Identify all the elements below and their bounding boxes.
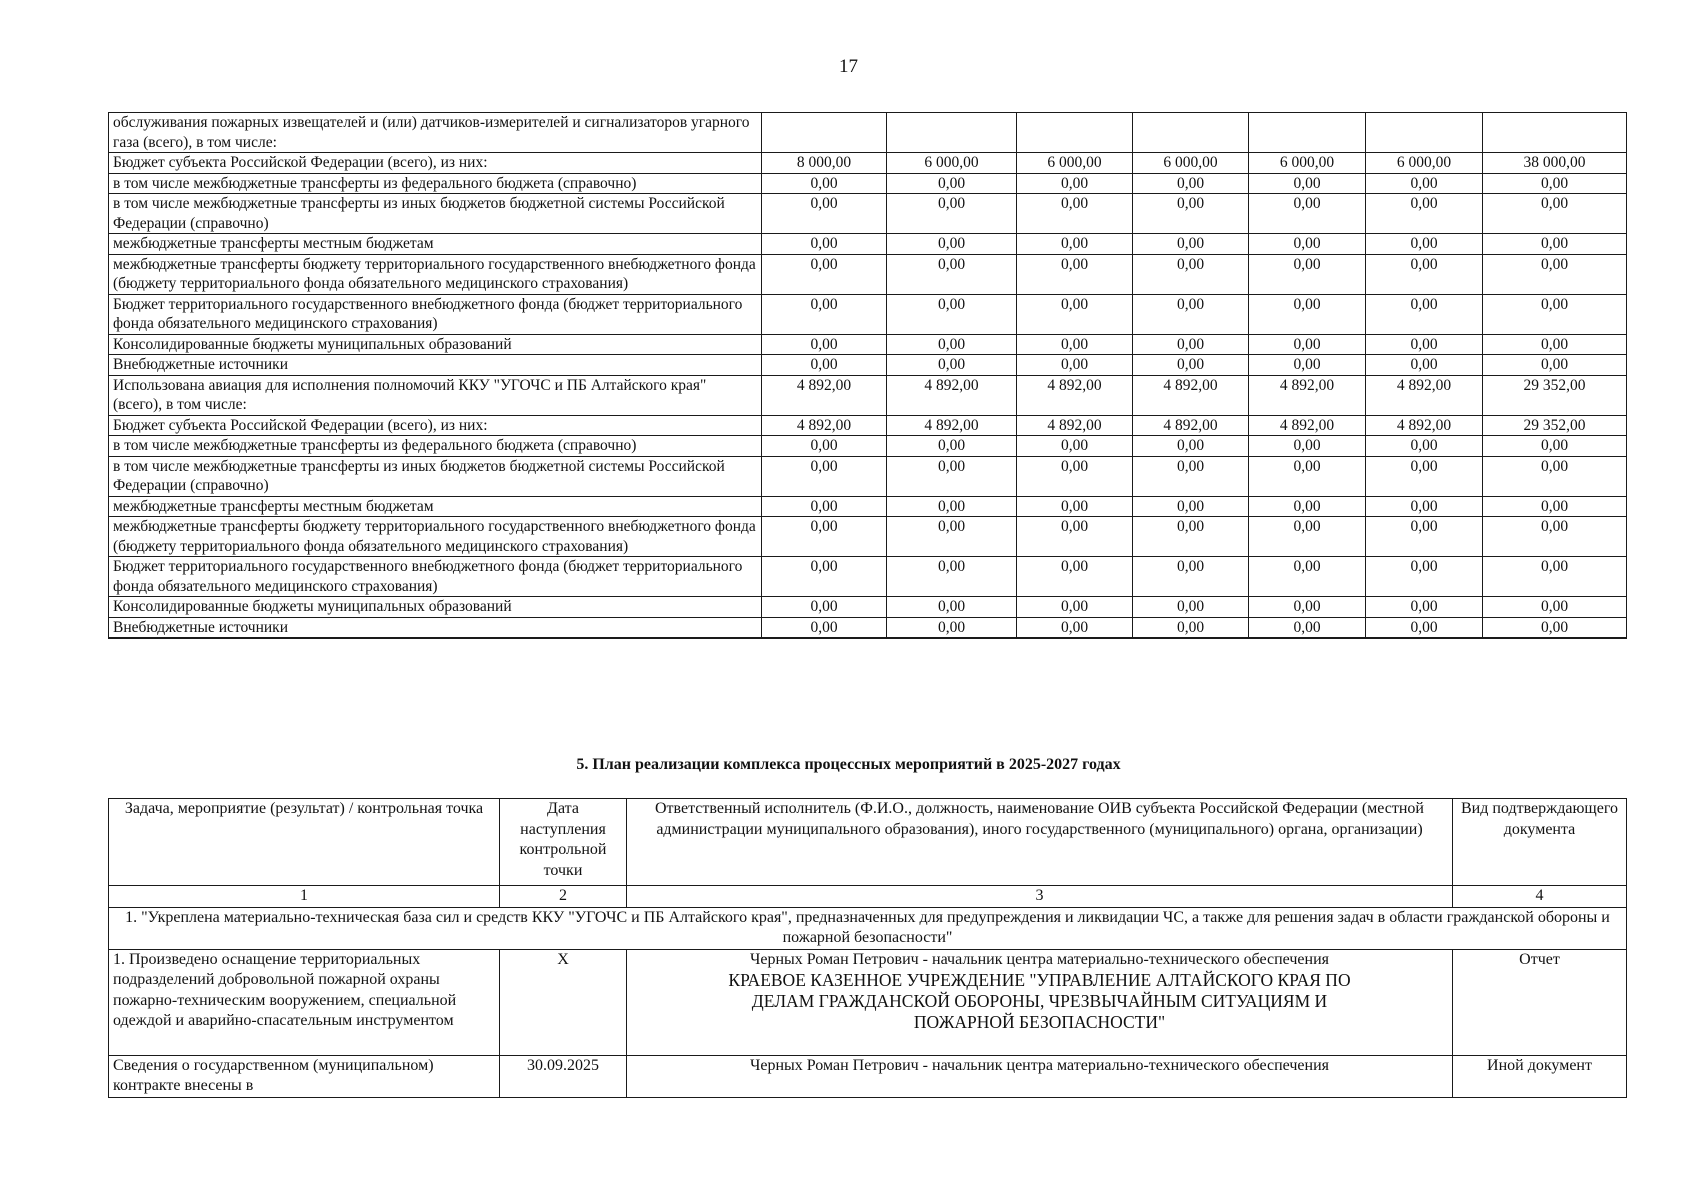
finance-value: 0,00 [1366,557,1483,597]
finance-value: 0,00 [1366,254,1483,294]
task-title: 1. "Укреплена материально-техническая база сил и средств ККУ "УГОЧС и ПБ Алтайского края", предназначенных для предупреждения и ликвидации ЧС, а также для решения задач в области гражданской обороны и пожарной безопасности" [109,907,1627,949]
page-number: 17 [839,56,858,77]
finance-value: 0,00 [887,557,1017,597]
finance-value: 6 000,00 [1249,153,1366,174]
finance-row-label: Бюджет субъекта Российской Федерации (всего), из них: [109,415,762,436]
finance-row-label: межбюджетные трансферты бюджету территориального государственного внебюджетного фонда (бюджету территориального фонда обязательного медицинского страхования) [109,254,762,294]
finance-value: 0,00 [1366,173,1483,194]
finance-value: 0,00 [1249,456,1366,496]
finance-value: 0,00 [1483,234,1627,255]
section-title: 5. План реализации комплекса процессных мероприятий в 2025-2027 годах [576,756,1121,773]
finance-value: 0,00 [762,294,887,334]
finance-row [109,254,1627,294]
task-title-row [109,907,1627,949]
finance-row-label: межбюджетные трансферты местным бюджетам [109,234,762,255]
finance-value: 4 892,00 [1249,415,1366,436]
finance-row [109,153,1627,174]
finance-value: 0,00 [1483,173,1627,194]
plan-executor: Черных Роман Петрович - начальник центра материально-технического обеспечения [749,950,1329,968]
finance-value [762,113,887,153]
finance-value: 0,00 [1483,617,1627,638]
column-number: 2 [500,886,627,908]
finance-value: 0,00 [887,617,1017,638]
finance-value: 0,00 [1017,496,1133,517]
finance-value: 0,00 [1017,617,1133,638]
header-date: Дата наступления контрольной точки [500,799,627,886]
finance-value: 0,00 [762,234,887,255]
finance-value [1249,113,1366,153]
finance-row [109,375,1627,415]
finance-row-label: Использована авиация для исполнения полномочий ККУ "УГОЧС и ПБ Алтайского края" (всего), в том числе: [109,375,762,415]
finance-row [109,113,1627,153]
finance-value: 0,00 [1017,294,1133,334]
finance-value: 6 000,00 [1017,153,1133,174]
finance-value: 4 892,00 [1366,375,1483,415]
plan-document: Иной документ [1453,1055,1627,1097]
finance-value: 0,00 [1249,173,1366,194]
finance-value: 0,00 [1483,254,1627,294]
plan-task: 1. Произведено оснащение территориальных подразделений добровольной пожарной охраны пожарно-техническим вооружением, специальной одеждой и аварийно-спасательным инструментом [109,949,500,1055]
finance-value: 0,00 [1249,234,1366,255]
finance-row-label: Внебюджетные источники [109,355,762,376]
finance-value: 0,00 [762,194,887,234]
finance-value: 0,00 [1133,194,1249,234]
plan-executor: Черных Роман Петрович - начальник центра материально-технического обеспечения [749,1056,1329,1074]
finance-value: 0,00 [887,173,1017,194]
finance-value: 0,00 [1366,355,1483,376]
finance-value: 38 000,00 [1483,153,1627,174]
finance-value: 0,00 [1366,436,1483,457]
finance-row [109,617,1627,638]
finance-row [109,456,1627,496]
column-number: 4 [1453,886,1627,908]
finance-value: 4 892,00 [887,375,1017,415]
plan-row [109,949,1627,1055]
finance-value: 0,00 [1017,557,1133,597]
finance-value: 0,00 [1017,436,1133,457]
finance-value: 4 892,00 [1249,375,1366,415]
finance-value [1133,113,1249,153]
finance-value: 0,00 [1017,597,1133,618]
finance-value: 0,00 [1483,557,1627,597]
finance-value: 0,00 [1366,617,1483,638]
column-numbers-row [109,886,1627,908]
plan-executor-cell [627,949,1453,1055]
finance-value: 0,00 [1483,194,1627,234]
finance-value: 0,00 [1483,436,1627,457]
finance-value: 0,00 [762,517,887,557]
finance-value: 0,00 [1366,334,1483,355]
finance-row-label: Внебюджетные источники [109,617,762,638]
finance-value: 0,00 [1017,355,1133,376]
finance-value: 0,00 [1017,456,1133,496]
finance-value: 0,00 [1483,355,1627,376]
finance-value: 0,00 [1483,456,1627,496]
finance-value: 0,00 [1017,234,1133,255]
finance-value: 0,00 [762,597,887,618]
finance-value: 0,00 [1366,597,1483,618]
finance-row-label: межбюджетные трансферты местным бюджетам [109,496,762,517]
finance-row-label: в том числе межбюджетные трансферты из федерального бюджета (справочно) [109,436,762,457]
finance-value: 0,00 [762,456,887,496]
finance-value: 6 000,00 [1133,153,1249,174]
finance-value: 0,00 [1133,334,1249,355]
finance-value: 0,00 [1133,436,1249,457]
finance-value: 4 892,00 [1133,375,1249,415]
finance-value: 0,00 [1133,234,1249,255]
finance-value: 0,00 [1249,597,1366,618]
finance-row-label: обслуживания пожарных извещателей и (или) датчиков-измерителей и сигнализаторов угарного газа (всего), в том числе: [109,113,762,153]
finance-value: 0,00 [887,517,1017,557]
finance-value: 0,00 [1017,517,1133,557]
finance-value: 0,00 [762,557,887,597]
finance-value: 0,00 [1249,436,1366,457]
header-document: Вид подтверждающего документа [1453,799,1627,886]
finance-value: 0,00 [1133,456,1249,496]
finance-value: 0,00 [1017,334,1133,355]
plan-date: X [500,949,627,1055]
finance-value: 0,00 [1133,517,1249,557]
finance-value: 6 000,00 [887,153,1017,174]
finance-value: 0,00 [1133,557,1249,597]
finance-value: 0,00 [887,355,1017,376]
finance-value: 0,00 [762,254,887,294]
finance-value: 0,00 [1249,557,1366,597]
plan-organization: КРАЕВОЕ КАЗЕННОЕ УЧРЕЖДЕНИЕ "УПРАВЛЕНИЕ АЛТАЙСКОГО КРАЯ ПО ДЕЛАМ ГРАЖДАНСКОЙ ОБОРОНЫ, ЧРЕЗВЫЧАЙНЫМ СИТУАЦИЯМ И ПОЖАРНОЙ БЕЗОПАСНОСТИ" [728,970,1351,1032]
finance-value: 0,00 [1249,517,1366,557]
finance-value: 0,00 [1483,597,1627,618]
plan-table [108,798,1627,1098]
finance-value: 0,00 [887,194,1017,234]
finance-table [108,112,1627,639]
finance-value: 4 892,00 [887,415,1017,436]
finance-value: 0,00 [1133,173,1249,194]
finance-row [109,496,1627,517]
finance-row-label: Консолидированные бюджеты муниципальных образований [109,334,762,355]
finance-value: 0,00 [887,254,1017,294]
plan-document: Отчет [1453,949,1627,1055]
finance-row-label: в том числе межбюджетные трансферты из иных бюджетов бюджетной системы Российской Федерации (справочно) [109,456,762,496]
finance-value: 0,00 [1249,194,1366,234]
finance-row [109,597,1627,618]
finance-row [109,415,1627,436]
column-number: 3 [627,886,1453,908]
finance-value: 0,00 [1366,517,1483,557]
finance-value: 0,00 [1133,355,1249,376]
finance-row [109,194,1627,234]
finance-value: 0,00 [887,334,1017,355]
finance-row-label: межбюджетные трансферты бюджету территориального государственного внебюджетного фонда (бюджету территориального фонда обязательного медицинского страхования) [109,517,762,557]
finance-value: 0,00 [1249,496,1366,517]
finance-value: 0,00 [762,436,887,457]
finance-value: 0,00 [1249,355,1366,376]
finance-value: 0,00 [887,294,1017,334]
finance-row-label: Консолидированные бюджеты муниципальных образований [109,597,762,618]
finance-value: 0,00 [887,496,1017,517]
finance-value [887,113,1017,153]
finance-value: 0,00 [762,173,887,194]
finance-value: 0,00 [1483,294,1627,334]
finance-value: 0,00 [1483,496,1627,517]
column-number: 1 [109,886,500,908]
plan-header-row [109,799,1627,886]
finance-value: 0,00 [1366,294,1483,334]
finance-value: 4 892,00 [1017,375,1133,415]
finance-row [109,334,1627,355]
finance-value: 0,00 [1017,173,1133,194]
finance-value: 0,00 [1366,234,1483,255]
finance-value: 0,00 [887,234,1017,255]
plan-date: 30.09.2025 [500,1055,627,1097]
finance-value: 0,00 [762,617,887,638]
finance-row-label: Бюджет субъекта Российской Федерации (всего), из них: [109,153,762,174]
finance-row-label: Бюджет территориального государственного внебюджетного фонда (бюджет территориального фонда обязательного медицинского страхования) [109,294,762,334]
finance-row [109,173,1627,194]
finance-row [109,517,1627,557]
finance-value: 0,00 [1483,334,1627,355]
finance-value: 0,00 [762,355,887,376]
finance-value: 4 892,00 [762,415,887,436]
plan-row [109,1055,1627,1097]
plan-executor-cell [627,1055,1453,1097]
finance-value: 0,00 [887,597,1017,618]
header-task: Задача, мероприятие (результат) / контрольная точка [109,799,500,886]
finance-value: 0,00 [1133,294,1249,334]
finance-value: 29 352,00 [1483,415,1627,436]
finance-value: 4 892,00 [1366,415,1483,436]
finance-value: 4 892,00 [1017,415,1133,436]
finance-value: 0,00 [1017,194,1133,234]
finance-value: 0,00 [762,496,887,517]
finance-value: 0,00 [1483,517,1627,557]
finance-value: 6 000,00 [1366,153,1483,174]
finance-value: 0,00 [1133,496,1249,517]
finance-row [109,355,1627,376]
finance-value [1366,113,1483,153]
plan-task: Сведения о государственном (муниципальном) контракте внесены в [109,1055,500,1097]
finance-value: 0,00 [1249,617,1366,638]
finance-row [109,294,1627,334]
finance-value: 0,00 [1249,294,1366,334]
finance-row-label: Бюджет территориального государственного внебюджетного фонда (бюджет территориального фонда обязательного медицинского страхования) [109,557,762,597]
finance-row-label: в том числе межбюджетные трансферты из иных бюджетов бюджетной системы Российской Федерации (справочно) [109,194,762,234]
finance-value [1017,113,1133,153]
finance-row [109,557,1627,597]
finance-value: 4 892,00 [1133,415,1249,436]
finance-value: 0,00 [1017,254,1133,294]
finance-value: 0,00 [887,436,1017,457]
finance-value: 0,00 [1133,254,1249,294]
finance-value: 29 352,00 [1483,375,1627,415]
finance-value: 0,00 [1133,617,1249,638]
finance-value: 0,00 [1366,456,1483,496]
finance-row-label: в том числе межбюджетные трансферты из федерального бюджета (справочно) [109,173,762,194]
finance-row [109,436,1627,457]
finance-value: 4 892,00 [762,375,887,415]
finance-value: 8 000,00 [762,153,887,174]
finance-value: 0,00 [887,456,1017,496]
finance-row [109,234,1627,255]
finance-value: 0,00 [762,334,887,355]
finance-value: 0,00 [1133,597,1249,618]
header-executor: Ответственный исполнитель (Ф.И.О., должность, наименование ОИВ субъекта Российской Федерации (местной администрации муниципального образования), иного государственного (муниципального) органа, организации) [627,799,1453,886]
finance-value: 0,00 [1249,334,1366,355]
finance-value: 0,00 [1366,496,1483,517]
finance-value: 0,00 [1366,194,1483,234]
finance-value: 0,00 [1249,254,1366,294]
finance-value [1483,113,1627,153]
